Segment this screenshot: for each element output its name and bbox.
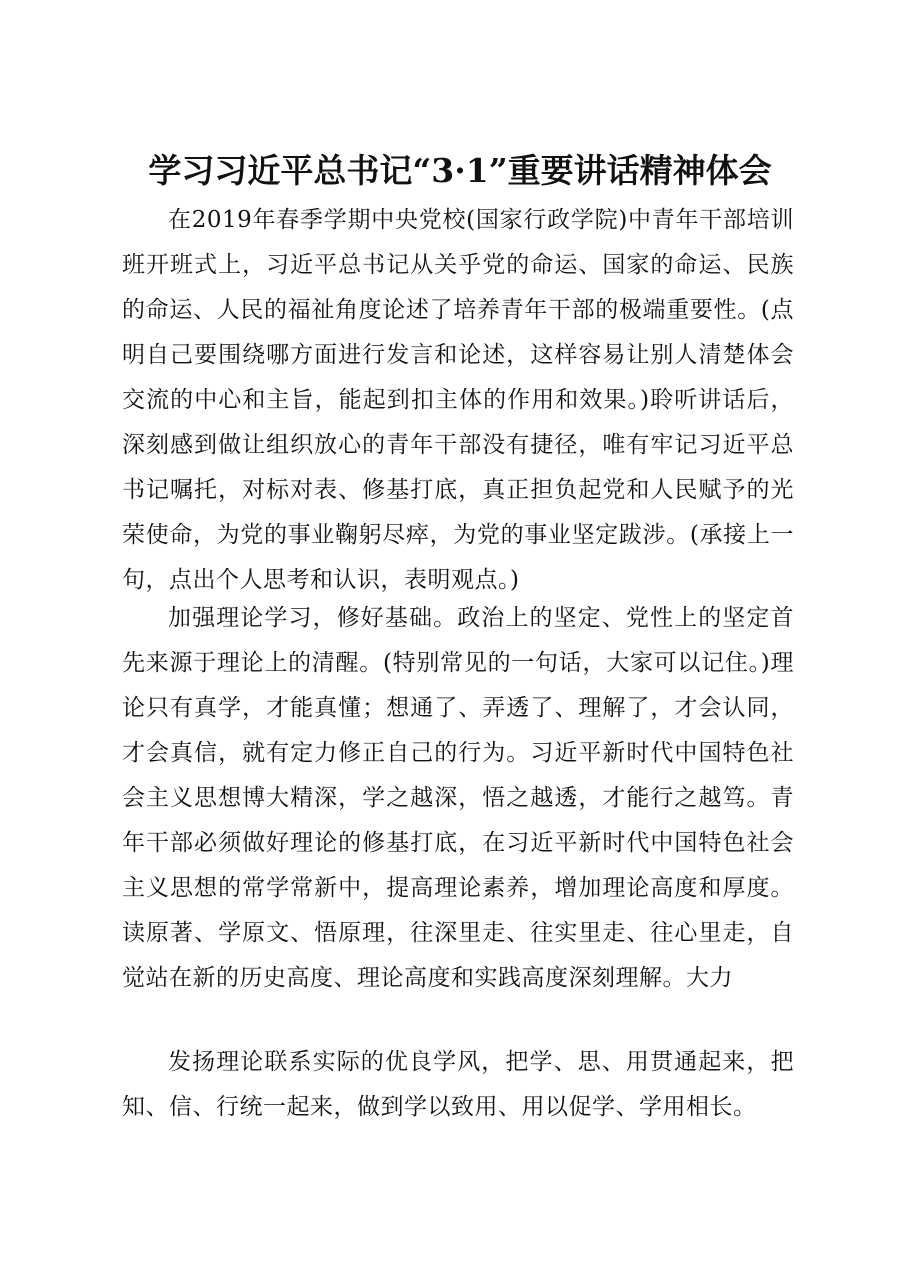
paragraph-2: 加强理论学习，修好基础。政治上的坚定、党性上的坚定首先来源于理论上的清醒。(特别常见的一句话，大家可以记住。)理论只有真学，才能真懂；想通了、弄透了、理解了，才会认同，才会真信，就有定力修正自己的行为。习近平新时代中国特色社会主义思想博大精深，学之越深，悟之越透，才能行之越笃。青年干部必须做好理论的修基打底，在习近平新时代中国特色社会主义思想的常学常新中，提高理论素养，增加理论高度和厚度。读原著、学原文、悟原理，往深里走、往实里走、往心里走，自觉站在新的历史高度、理论高度和实践高度深刻理解。大力 [122,605,794,991]
paragraph-3: 发扬理论联系实际的优良学风，把学、思、用贯通起来，把知、信、行统一起来，做到学以致用、用以促学、学用相长。 [122,1049,794,1120]
document-title: 学习习近平总书记“3·1”重要讲话精神体会 [148,151,772,190]
paragraph-1: 在2019年春季学期中央党校(国家行政学院)中青年干部培训班开班式上，习近平总书记从关乎党的命运、国家的命运、民族的命运、人民的福祉角度论述了培养青年干部的极端重要性。(点明自己要围绕哪方面进行发言和论述，这样容易让别人清楚体会交流的中心和主旨，能起到扣主体的作用和效果。)聆听讲话后，深刻感到做让组织放心的青年干部没有捷径，唯有牢记习近平总书记嘱托，对标对表、修基打底，真正担负起党和人民赋予的光荣使命，为党的事业鞠躬尽瘁，为党的事业坚定跋涉。(承接上一句，点出个人思考和认识，表明观点。) [122,207,794,593]
